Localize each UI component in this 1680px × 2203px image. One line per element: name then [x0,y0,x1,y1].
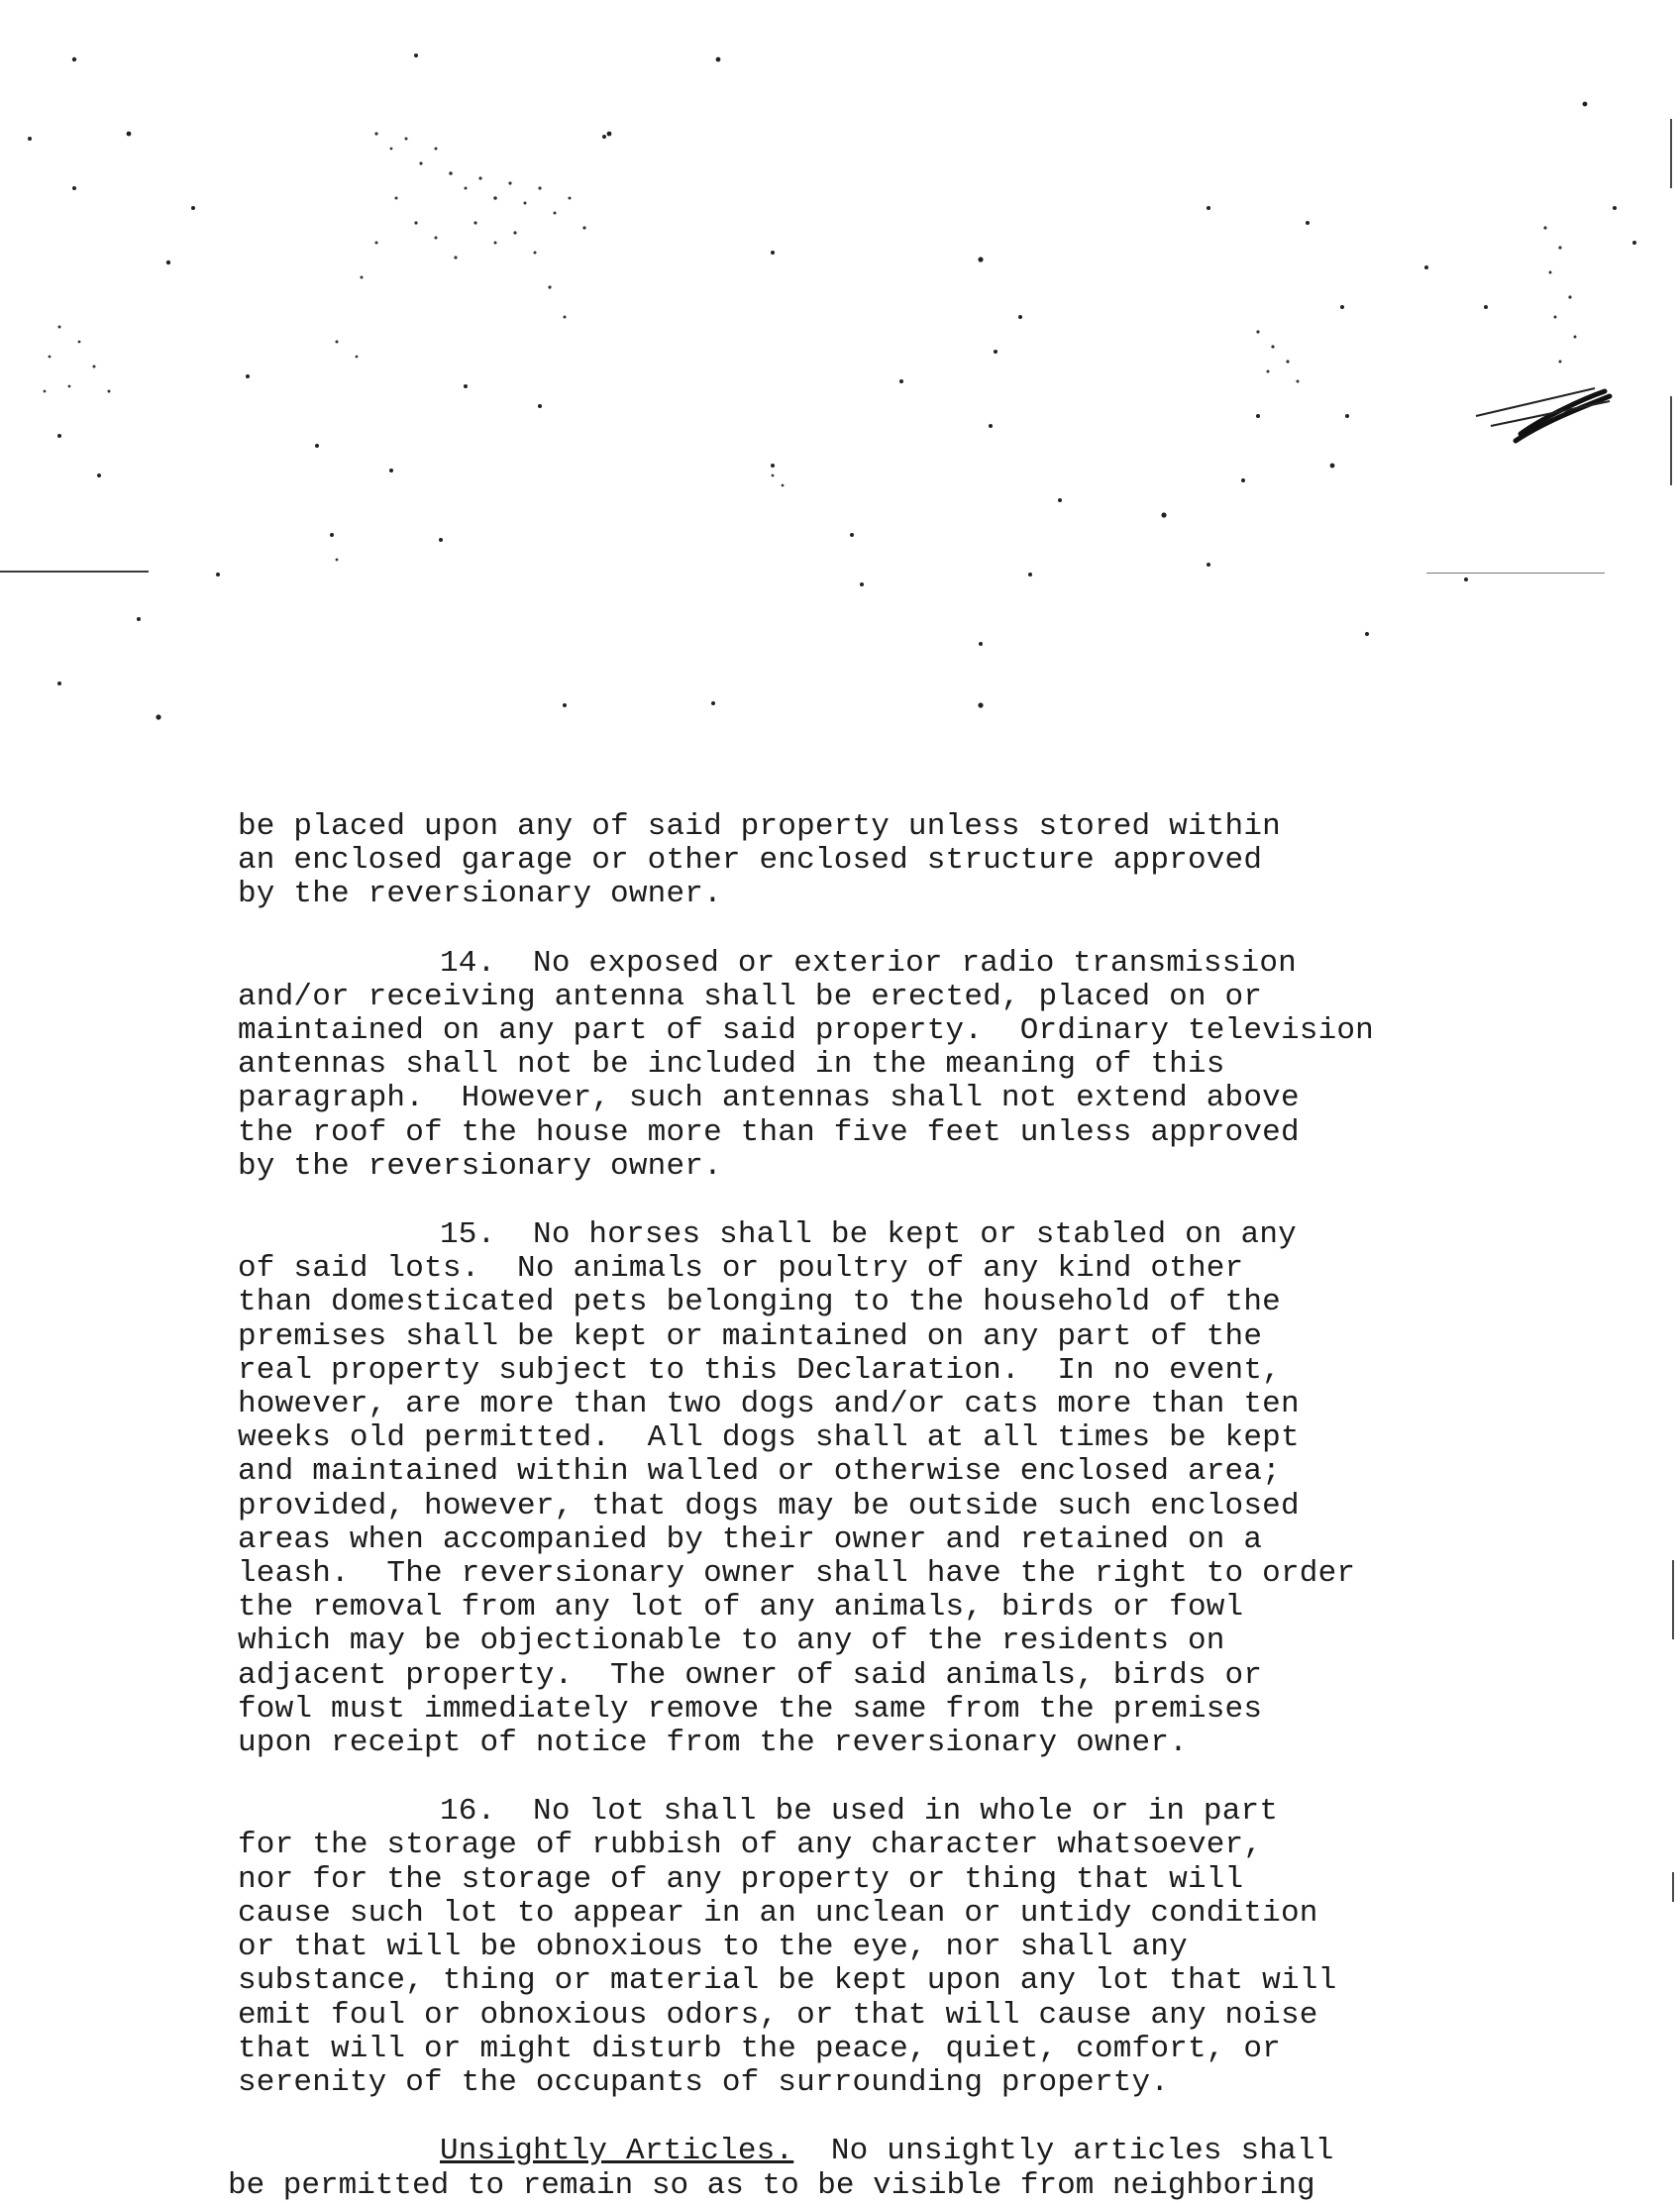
document-body [238,810,1486,2203]
text-line: nor for the storage of any property or thing that will [238,1861,1244,1897]
cut-off-text-line: be permitted to remain so as to be visible from neighboring [228,2168,1315,2203]
text-line: fowl must immediately remove the same from the premises [238,1691,1263,1727]
text-line: upon receipt of notice from the reversionary owner. [238,1726,1188,1761]
text-line: which may be objectionable to any of the residents on [238,1624,1225,1659]
text-line: serenity of the occupants of surrounding property. [238,2064,1170,2100]
text-line: cause such lot to appear in an unclean or untidy condition [238,1895,1318,1931]
text-line: substance, thing or material be kept upon any lot that will [238,1963,1337,1999]
text-line: or that will be obnoxious to the eye, nor shall any [238,1930,1188,1965]
unsightly-articles-text: No unsightly articles shall [793,2134,1334,2169]
scan-noise [0,0,1680,792]
scan-edge-bar [1672,1560,1674,1639]
text-line: provided, however, that dogs may be outside such enclosed [238,1488,1300,1523]
text-line: the removal from any lot of any animals, birds or fowl [238,1590,1244,1626]
text-line: 14. No exposed or exterior radio transmission [440,945,1297,981]
text-line: however, are more than two dogs and/or cats more than ten [238,1387,1300,1422]
paragraph-15 [238,1218,1486,1760]
text-line: and maintained within walled or otherwise enclosed area; [238,1454,1281,1490]
text-line: premises shall be kept or maintained on any part of the [238,1318,1263,1354]
paragraph-14 [238,947,1486,1184]
text-line: areas when accompanied by their owner and retained on a [238,1521,1263,1557]
text-line: paragraph. However, such antennas shall not extend above [238,1081,1300,1116]
text-line: than domesticated pets belonging to the household of the [238,1285,1281,1320]
text-line: 16. No lot shall be used in whole or in part [440,1794,1279,1830]
text-line: the roof of the house more than five feet unless approved [238,1114,1300,1150]
unsightly-articles-heading: Unsightly Articles. [440,2134,794,2169]
text-line: by the reversionary owner. [238,877,722,912]
text-line [238,2135,1486,2168]
scan-edge-bar [1672,1872,1674,1902]
text-line: adjacent property. The owner of said animals, birds or [238,1657,1263,1693]
text-line: of said lots. No animals or poultry of any kind other [238,1251,1244,1287]
text-line: by the reversionary owner. [238,1148,722,1184]
text-line: antennas shall not be included in the meaning of this [238,1047,1225,1083]
text-line: be placed upon any of said property unless stored within [238,809,1281,844]
text-line: for the storage of rubbish of any character whatsoever, [238,1828,1263,1863]
text-line: weeks old permitted. All dogs shall at all times be kept [238,1420,1300,1456]
text-line: that will or might disturb the peace, quiet, comfort, or [238,2031,1281,2066]
paragraph-13-continuation [238,810,1486,912]
paragraph-16 [238,1795,1486,2100]
paragraph-unsightly-articles [238,2135,1486,2168]
text-line: emit foul or obnoxious odors, or that will cause any noise [238,1997,1318,2033]
text-line: and/or receiving antenna shall be erected, placed on or [238,979,1263,1014]
text-line: real property subject to this Declaration. In no event, [238,1352,1281,1388]
text-line: 15. No horses shall be kept or stabled on any [440,1217,1297,1253]
text-line: leash. The reversionary owner shall have the right to order [238,1556,1356,1592]
text-line: an enclosed garage or other enclosed structure approved [238,843,1263,879]
text-line: maintained on any part of said property. Ordinary television [238,1013,1374,1049]
